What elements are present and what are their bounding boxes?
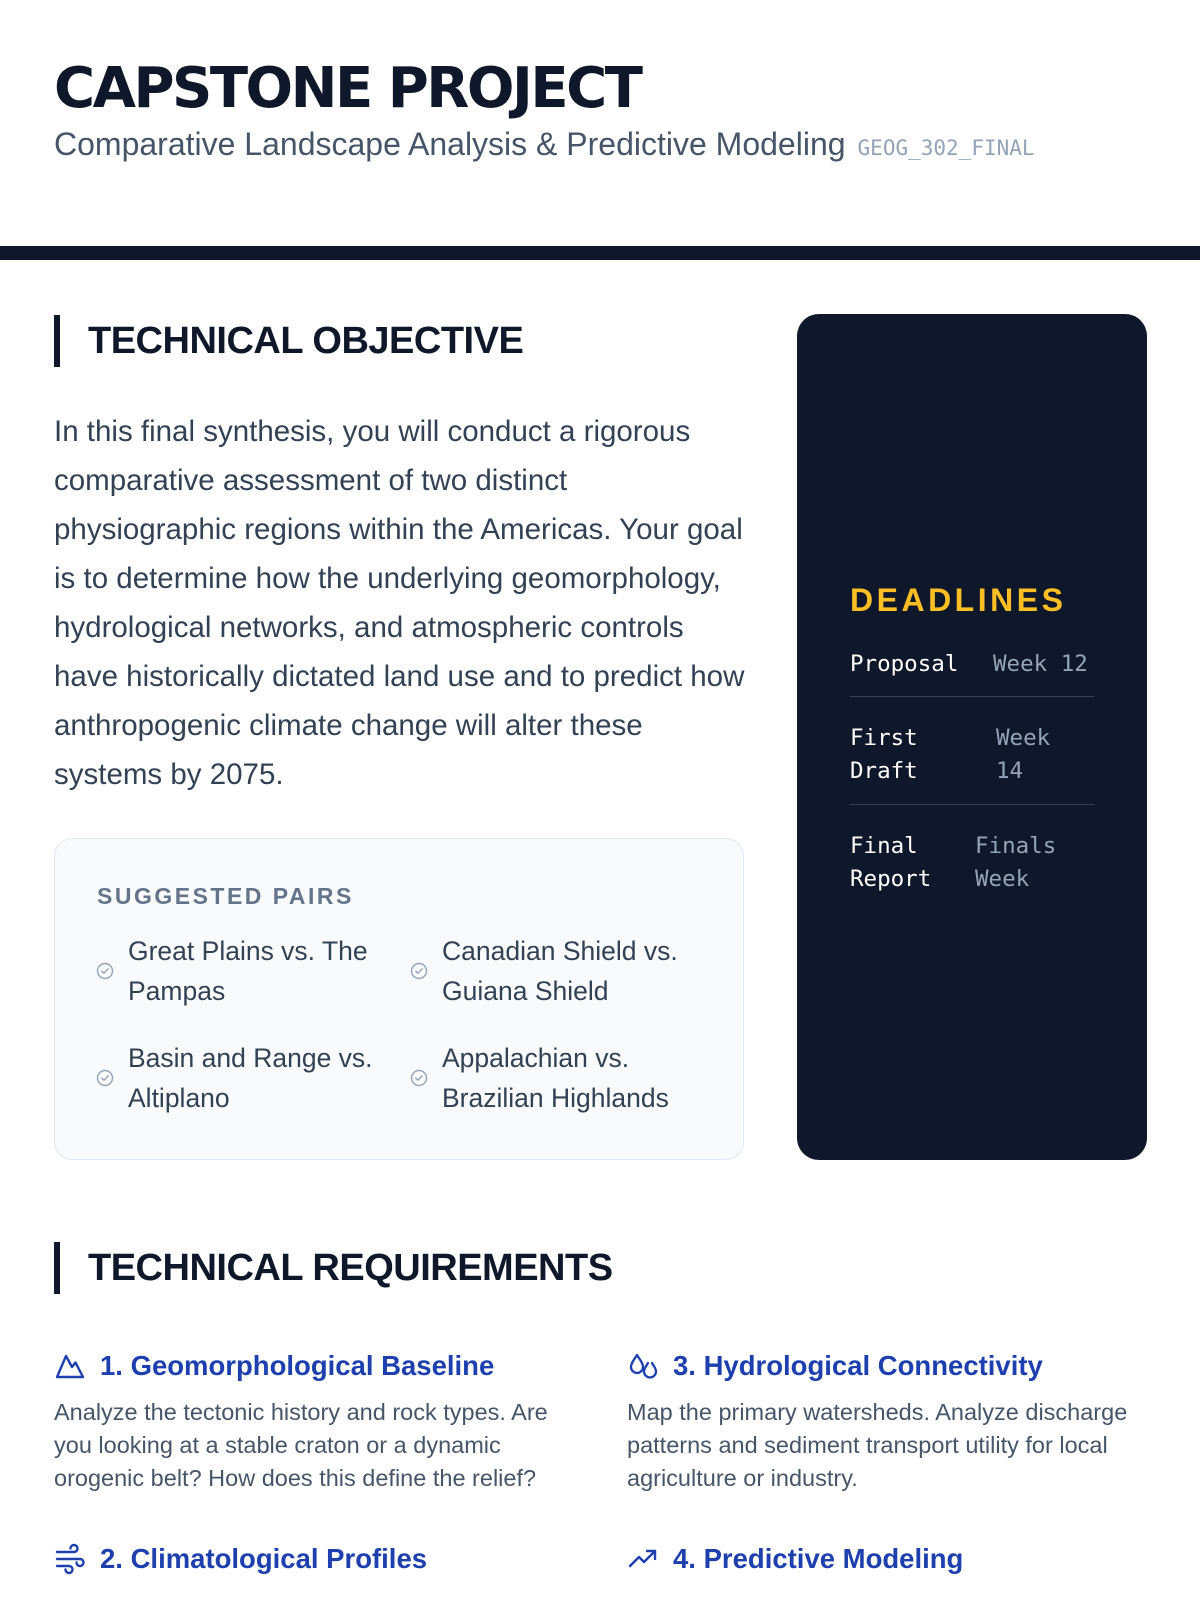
deadline-value: Week 12 <box>993 651 1088 677</box>
pair-item <box>410 931 700 1011</box>
objective-heading-label: TECHNICAL OBJECTIVE <box>88 319 524 362</box>
trending-up-icon <box>627 1543 659 1575</box>
deadlines-title: DEADLINES <box>850 582 1067 618</box>
deadline-label: Final Report <box>850 833 932 892</box>
check-circle-icon <box>410 1069 428 1087</box>
requirement-title-row <box>54 1543 574 1575</box>
pair-label: Canadian Shield vs. Guiana Shield <box>442 936 678 1006</box>
deadline-value: Week 14 <box>996 725 1051 784</box>
requirement-title: 4. Predictive Modeling <box>673 1543 964 1574</box>
objective-heading <box>54 315 523 367</box>
deadline-divider <box>850 804 1094 805</box>
heading-accent-bar <box>54 1242 60 1294</box>
page-title: CAPSTONE PROJECT <box>54 56 641 121</box>
heading-accent-bar <box>54 315 60 367</box>
requirement-item <box>54 1350 574 1495</box>
deadline-divider <box>850 696 1094 697</box>
page-header <box>54 58 1146 163</box>
header-divider <box>0 246 1200 260</box>
requirement-title-row <box>627 1543 1147 1575</box>
course-code: GEOG_302_FINAL <box>857 136 1035 160</box>
requirement-title: 1. Geomorphological Baseline <box>100 1350 495 1381</box>
check-circle-icon <box>96 1069 114 1087</box>
requirement-item <box>627 1350 1147 1495</box>
pair-item <box>410 1038 700 1118</box>
deadline-row <box>850 830 1094 896</box>
deadlines-card <box>797 314 1147 1160</box>
droplets-icon <box>627 1350 659 1382</box>
requirement-title-row <box>54 1350 574 1382</box>
objective-text: In this final synthesis, you will conduct a rigorous comparative assessment of two distinct physiographic regions within the Americas. Your goal is to determine how the underlying geomorphology, hydrological networks, and atmospheric controls have historically dictated land use and to predict how anthropogenic climate change will alter these systems by 2075. <box>54 415 745 791</box>
pair-label: Basin and Range vs. Altiplano <box>128 1043 373 1113</box>
deadline-row <box>850 648 1094 681</box>
deadline-label: Proposal <box>850 651 959 677</box>
pair-label: Appalachian vs. Brazilian Highlands <box>442 1043 669 1113</box>
pair-item <box>96 931 386 1011</box>
mountain-icon <box>54 1350 86 1382</box>
check-circle-icon <box>410 962 428 980</box>
deadline-value: Finals Week <box>975 833 1057 892</box>
pair-label: Great Plains vs. The Pampas <box>128 936 368 1006</box>
requirements-heading-label: TECHNICAL REQUIREMENTS <box>88 1246 613 1289</box>
pair-item <box>96 1038 386 1118</box>
deadline-row <box>850 722 1094 788</box>
suggested-pairs-box <box>54 838 744 1160</box>
wind-icon <box>54 1543 86 1575</box>
requirement-title: 3. Hydrological Connectivity <box>673 1350 1043 1381</box>
requirement-title: 2. Climatological Profiles <box>100 1543 428 1574</box>
requirement-title-row <box>627 1350 1147 1382</box>
requirements-heading <box>54 1242 613 1294</box>
requirement-item <box>54 1543 574 1575</box>
subtitle-row <box>54 126 1146 163</box>
deadline-label: First Draft <box>850 725 918 784</box>
check-circle-icon <box>96 962 114 980</box>
requirement-body: Map the primary watersheds. Analyze discharge patterns and sediment transport utility for local agriculture or industry. <box>627 1399 1128 1491</box>
requirement-item <box>627 1543 1147 1575</box>
suggested-pairs-label: SUGGESTED PAIRS <box>97 883 354 909</box>
page-subtitle: Comparative Landscape Analysis & Predictive Modeling <box>54 126 846 162</box>
requirement-body: Analyze the tectonic history and rock types. Are you looking at a stable craton or a dynamic orogenic belt? How does this define the relief? <box>54 1399 548 1491</box>
